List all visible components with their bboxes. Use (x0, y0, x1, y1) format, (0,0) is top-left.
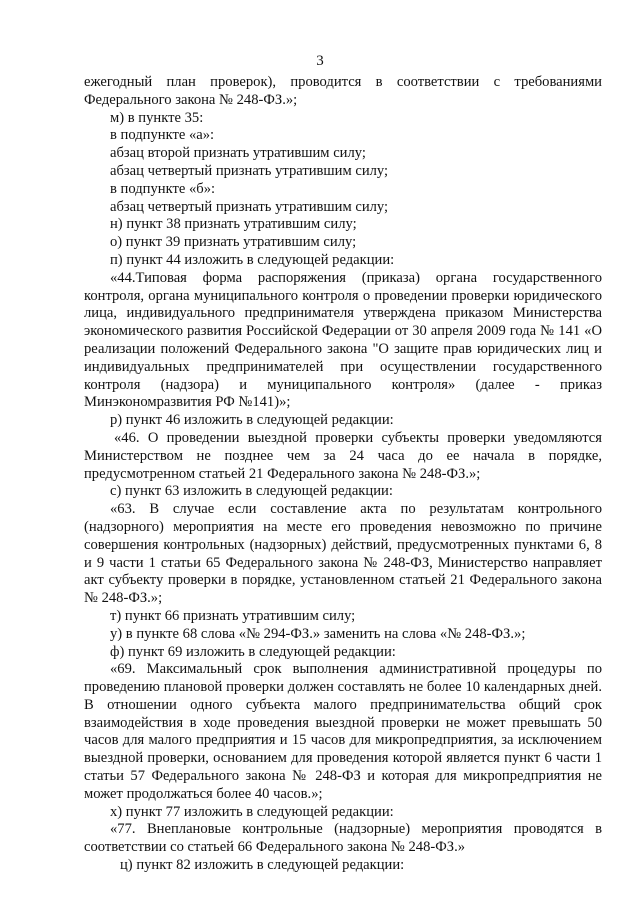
document-body (84, 74, 602, 875)
paragraph: «77. Внеплановые контрольные (надзорные) мероприятия проводятся в соответствии со статьей 66 Федерального закона № 248-ФЗ.» (84, 821, 602, 856)
paragraph: м) в пункте 35: (110, 109, 204, 126)
paragraph: н) пункт 38 признать утратившим силу; (110, 216, 357, 233)
paragraph: о) пункт 39 признать утратившим силу; (110, 234, 357, 251)
paragraph: абзац второй признать утратившим силу; (110, 145, 366, 162)
paragraph: у) в пункте 68 слова «№ 294-ФЗ.» заменить на слова «№ 248-ФЗ.»; (110, 625, 526, 642)
paragraph: т) пункт 66 признать утратившим силу; (110, 607, 356, 624)
paragraph: р) пункт 46 изложить в следующей редакции: (110, 412, 394, 429)
paragraph: ц) пункт 82 изложить в следующей редакции: (120, 857, 405, 874)
paragraph: х) пункт 77 изложить в следующей редакции: (110, 803, 394, 820)
paragraph: «63. В случае если составление акта по результатам контрольного (надзорного) мероприятия на месте его проведения невозможно по причине совершения контрольных (надзорных) действий, предусмотренных пунктами 6, 8 и 9 части 1 статьи 65 Федерального закона № 248-ФЗ, Министерство направляет акт субъекту проверки в порядке, установленном статьей 21 Федерального закона № 248-ФЗ.»; (84, 501, 602, 607)
paragraph: абзац четвертый признать утратившим силу; (110, 162, 389, 179)
paragraph: ежегодный план проверок), проводится в соответствии с требованиями Федерального закона № 248-ФЗ.»; (84, 74, 602, 108)
paragraph: с) пункт 63 изложить в следующей редакции: (110, 483, 393, 500)
paragraph: абзац четвертый признать утратившим силу; (110, 198, 389, 215)
paragraph: «69. Максимальный срок выполнения административной процедуры по проведению плановой проверки должен составлять не более 10 календарных дней. В отношении одного субъекта малого предпринимательства общий срок взаимодействия в ходе проведения выездной проверки не может превышать 50 часов для малого предприятия и 15 часов для микропредприятия, за исключением выездной проверки, основанием для проведения которой является пункт 6 части 1 статьи 57 Федерального закона № 248-ФЗ и которая для микропредприятия не может продолжаться более 40 часов.»; (84, 661, 602, 802)
paragraph: в подпункте «а»: (110, 127, 215, 144)
page-number: 3 (316, 53, 324, 69)
paragraph: п) пункт 44 изложить в следующей редакции: (110, 251, 395, 268)
paragraph: в подпункте «б»: (110, 180, 216, 197)
paragraph: «44.Типовая форма распоряжения (приказа) органа государственного контроля, органа муниципального контроля о проведении проверки юридического лица, индивидуального предпринимателя утверждена приказом Министерства экономического развития Российской Федерации от 30 апреля 2009 года № 141 «О реализации положений Федерального закона "О защите прав юридических лиц и индивидуальных предпринимателей при осуществлении государственного контроля (надзора) и муниципального контроля» (далее - приказ Минэкономразвития РФ №141)»; (84, 269, 602, 411)
paragraph: «46. О проведении выездной проверки субъекты проверки уведомляются Министерством не позднее чем за 24 часа до ее начала в порядке, предусмотренном статьей 21 Федерального закона № 248-ФЗ.»; (84, 429, 602, 482)
paragraph: ф) пункт 69 изложить в следующей редакции: (110, 643, 396, 660)
